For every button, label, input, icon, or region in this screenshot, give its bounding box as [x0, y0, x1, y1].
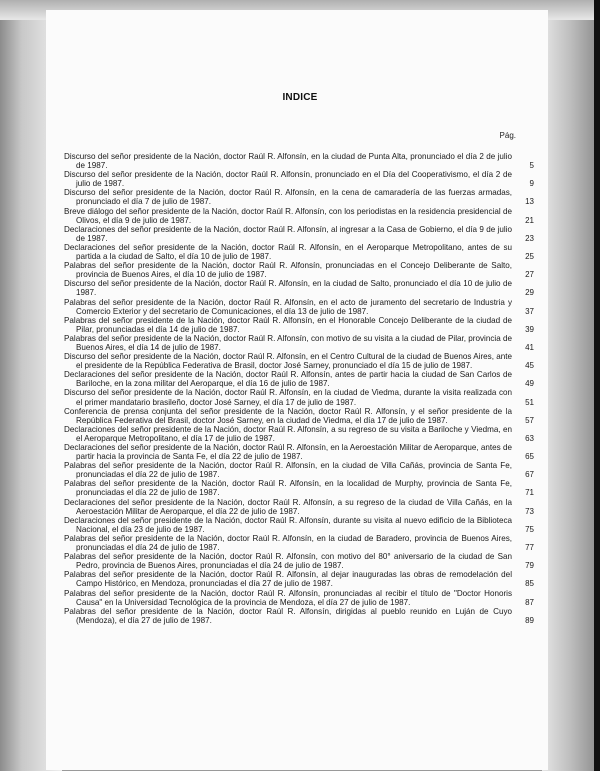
toc-entry-text: Declaraciones del señor presidente de la Nación, doctor Raúl R. Alfonsín, a su regreso de su visita a Bariloche y Viedma, en el Aeroparque Metropolitano, el día 17 de julio de 1987.	[64, 424, 512, 443]
toc-entry	[64, 516, 534, 534]
toc-entry-text: Conferencia de prensa conjunta del señor presidente de la Nación, doctor Raúl R. Alfonsín, y el señor presidente de la República Federativa del Brasil, doctor José Sarney, en la ciudad de Viedma, el día 17 de julio de 1987.	[64, 406, 512, 425]
toc-entry-text: Palabras del señor presidente de la Nación, doctor Raúl R. Alfonsín, en el Honorable Concejo Deliberante de la ciudad de Pilar, pronunciadas el día 14 de julio de 1987.	[64, 315, 512, 334]
toc-entry	[64, 589, 534, 607]
toc-entry-text: Discurso del señor presidente de la Nación, doctor Raúl R. Alfonsín, pronunciado en el Día del Cooperativismo, el día 2 de julio de 1987.	[64, 170, 512, 189]
toc-entry	[64, 479, 534, 497]
toc-entry-page-number: 57	[525, 415, 534, 425]
toc-entry-text: Discurso del señor presidente de la Nación, doctor Raúl R. Alfonsín, en la ciudad de Salto, pronunciado el día 10 de julio de 1987.	[64, 279, 512, 298]
toc-entry-page-number: 29	[525, 288, 534, 298]
toc-entry	[64, 225, 534, 243]
toc-entry-page-number: 27	[525, 270, 534, 280]
toc-entry	[64, 607, 534, 625]
toc-entry	[64, 570, 534, 588]
toc-entry	[64, 552, 534, 570]
toc-entry-page-number: 67	[525, 470, 534, 480]
toc-entry-page-number: 5	[529, 161, 534, 171]
toc-entry	[64, 188, 534, 206]
toc-entry-text: Declaraciones del señor presidente de la Nación, doctor Raúl R. Alfonsín, antes de partir hacia la ciudad de San Carlos de Bariloche, en la zona militar del Aeroparque, el día 16 de julio de 1987.	[64, 370, 512, 389]
toc-entry-page-number: 9	[529, 179, 534, 189]
toc-entry	[64, 498, 534, 516]
toc-entry-text: Discurso del señor presidente de la Nación, doctor Raúl R. Alfonsín, en la ciudad de Punta Alta, pronunciado el día 2 de julio de 1987.	[64, 152, 512, 171]
toc-entry-text: Discurso del señor presidente de la Nación, doctor Raúl R. Alfonsín, en la ciudad de Viedma, durante la visita realizada con el primer mandatario brasileño, doctor José Sarney, el día 17 de julio de 1987.	[64, 388, 512, 407]
toc-entry-page-number: 73	[525, 506, 534, 516]
toc-entry-text: Palabras del señor presidente de la Nación, doctor Raúl R. Alfonsín, en el acto de juramento del secretario de Industria y Comercio Exterior y del secretario de Comunicaciones, el día 13 de julio de 1987.	[64, 297, 512, 316]
toc-entry	[64, 298, 534, 316]
toc-entry-text: Palabras del señor presidente de la Nación, doctor Raúl R. Alfonsín, pronunciadas en el Concejo Deliberante de Salto, provincia de Buenos Aires, el día 10 de julio de 1987.	[64, 261, 512, 280]
toc-entry	[64, 261, 534, 279]
toc-entry-text: Discurso del señor presidente de la Nación, doctor Raúl R. Alfonsín, en la cena de camaradería de las fuerzas armadas, pronunciado el día 7 de julio de 1987.	[64, 188, 512, 207]
scan-shadow-right	[542, 0, 600, 771]
toc-entry	[64, 152, 534, 170]
toc-entry-text: Declaraciones del señor presidente de la Nación, doctor Raúl R. Alfonsín, en el Aeroparque Metropolitano, antes de su partida a la ciudad de Salto, el día 10 de julio de 1987.	[64, 242, 512, 262]
toc-entry-text: Palabras del señor presidente de la Nación, doctor Raúl R. Alfonsín, pronunciadas al recibir el título de "Doctor Honoris Causa" en la Universidad Tecnológica de la provincia de Mendoza, el día 27 de julio de 1987.	[64, 588, 512, 607]
toc-entry-text: Palabras del señor presidente de la Nación, doctor Raúl R. Alfonsín, en la ciudad de Villa Cañás, provincia de Santa Fe, pronunciadas el día 22 de julio de 1987.	[64, 461, 512, 480]
toc-entry-page-number: 89	[525, 615, 534, 625]
toc-entry-page-number: 65	[525, 452, 534, 462]
toc-entry	[64, 388, 534, 406]
page-binding-edge	[594, 0, 600, 771]
toc-entry-page-number: 87	[525, 597, 534, 607]
toc-entry-text: Declaraciones del señor presidente de la Nación, doctor Raúl R. Alfonsín, durante su visita al nuevo edificio de la Biblioteca Nacional, el día 23 de julio de 1987.	[64, 515, 512, 534]
toc-entry-page-number: 77	[525, 543, 534, 553]
toc-entry-page-number: 41	[525, 342, 534, 352]
toc-entry	[64, 370, 534, 388]
toc-entry	[64, 279, 534, 297]
toc-entry-page-number: 75	[525, 524, 534, 534]
toc-entry	[64, 334, 534, 352]
toc-entry-text: Palabras del señor presidente de la Nación, doctor Raúl R. Alfonsín, con motivo de su visita a la ciudad de Pilar, provincia de Buenos Aires, el día 14 de julio de 1987.	[64, 333, 512, 352]
toc-entry-page-number: 21	[525, 215, 534, 225]
toc-entry-text: Breve diálogo del señor presidente de la Nación, doctor Raúl R. Alfonsín, con los periodistas en la residencia presidencial de Olivos, el día 9 de julio de 1987.	[64, 206, 512, 225]
index-title: INDICE	[282, 92, 318, 103]
toc-entry-page-number: 63	[525, 433, 534, 443]
toc-entry-page-number: 71	[525, 488, 534, 498]
toc-entry-text: Palabras del señor presidente de la Nación, doctor Raúl R. Alfonsín, al dejar inauguradas las obras de remodelación del Campo Histórico, en Mendoza, pronunciadas el día 27 de julio de 1987.	[64, 570, 512, 589]
toc-entry-text: Declaraciones del señor presidente de la Nación, doctor Raúl R. Alfonsín, en la Aeroestación Militar de Aeroparque, antes de partir hacia la provincia de Santa Fe, el día 22 de julio de 1987.	[64, 443, 512, 462]
toc-entry	[64, 316, 534, 334]
toc-entry	[64, 461, 534, 479]
toc-entry-text: Declaraciones del señor presidente de la Nación, doctor Raúl R. Alfonsín, a su regreso de la ciudad de Villa Cañás, en la Aeroestación Militar de Aeroparque, el día 22 de julio de 1987.	[64, 497, 512, 516]
toc-entry-page-number: 39	[525, 324, 534, 334]
toc-entry-page-number: 51	[525, 397, 534, 407]
toc-entry-text: Palabras del señor presidente de la Nación, doctor Raúl R. Alfonsín, dirigidas al pueblo reunido en Luján de Cuyo (Mendoza), el día 27 de julio de 1987.	[64, 606, 512, 625]
toc-entry-text: Palabras del señor presidente de la Nación, doctor Raúl R. Alfonsín, en la ciudad de Baradero, provincia de Buenos Aires, pronunciadas el día 24 de julio de 1987.	[64, 533, 512, 553]
toc-entry-page-number: 23	[525, 233, 534, 243]
toc-entry	[64, 443, 534, 461]
toc-entry-page-number: 25	[525, 252, 534, 262]
toc-entry	[64, 207, 534, 225]
toc-entry-text: Palabras del señor presidente de la Nación, doctor Raúl R. Alfonsín, en la localidad de Murphy, provincia de Santa Fe, pronunciadas el día 22 de julio de 1987.	[64, 479, 512, 498]
toc-entry	[64, 352, 534, 370]
toc-entry-page-number: 37	[525, 306, 534, 316]
toc-entry-text: Discurso del señor presidente de la Nación, doctor Raúl R. Alfonsín, en el Centro Cultural de la ciudad de Buenos Aires, ante el presidente de la República Federativa de Brasil, doctor José Sarney, pronunciado el día 15 de julio de 1987.	[64, 352, 512, 371]
toc-entry	[64, 534, 534, 552]
toc-entry	[64, 407, 534, 425]
toc-entry-page-number: 13	[525, 197, 534, 207]
table-of-contents	[64, 152, 534, 625]
toc-entry-text: Declaraciones del señor presidente de la Nación, doctor Raúl R. Alfonsín, al ingresar a la Casa de Gobierno, el día 9 de julio de 1987.	[64, 224, 512, 243]
toc-entry-page-number: 85	[525, 579, 534, 589]
toc-entry-page-number: 79	[525, 561, 534, 571]
toc-entry	[64, 425, 534, 443]
toc-entry	[64, 243, 534, 261]
toc-entry-text: Palabras del señor presidente de la Nación, doctor Raúl R. Alfonsín, con motivo del 80° aniversario de la ciudad de San Pedro, provincia de Buenos Aires, pronunciadas el día 24 de julio de 1987.	[64, 552, 512, 571]
toc-entry	[64, 170, 534, 188]
page-column-header: Pág.	[499, 131, 516, 140]
toc-entry-page-number: 49	[525, 379, 534, 389]
toc-entry-page-number: 45	[525, 361, 534, 371]
